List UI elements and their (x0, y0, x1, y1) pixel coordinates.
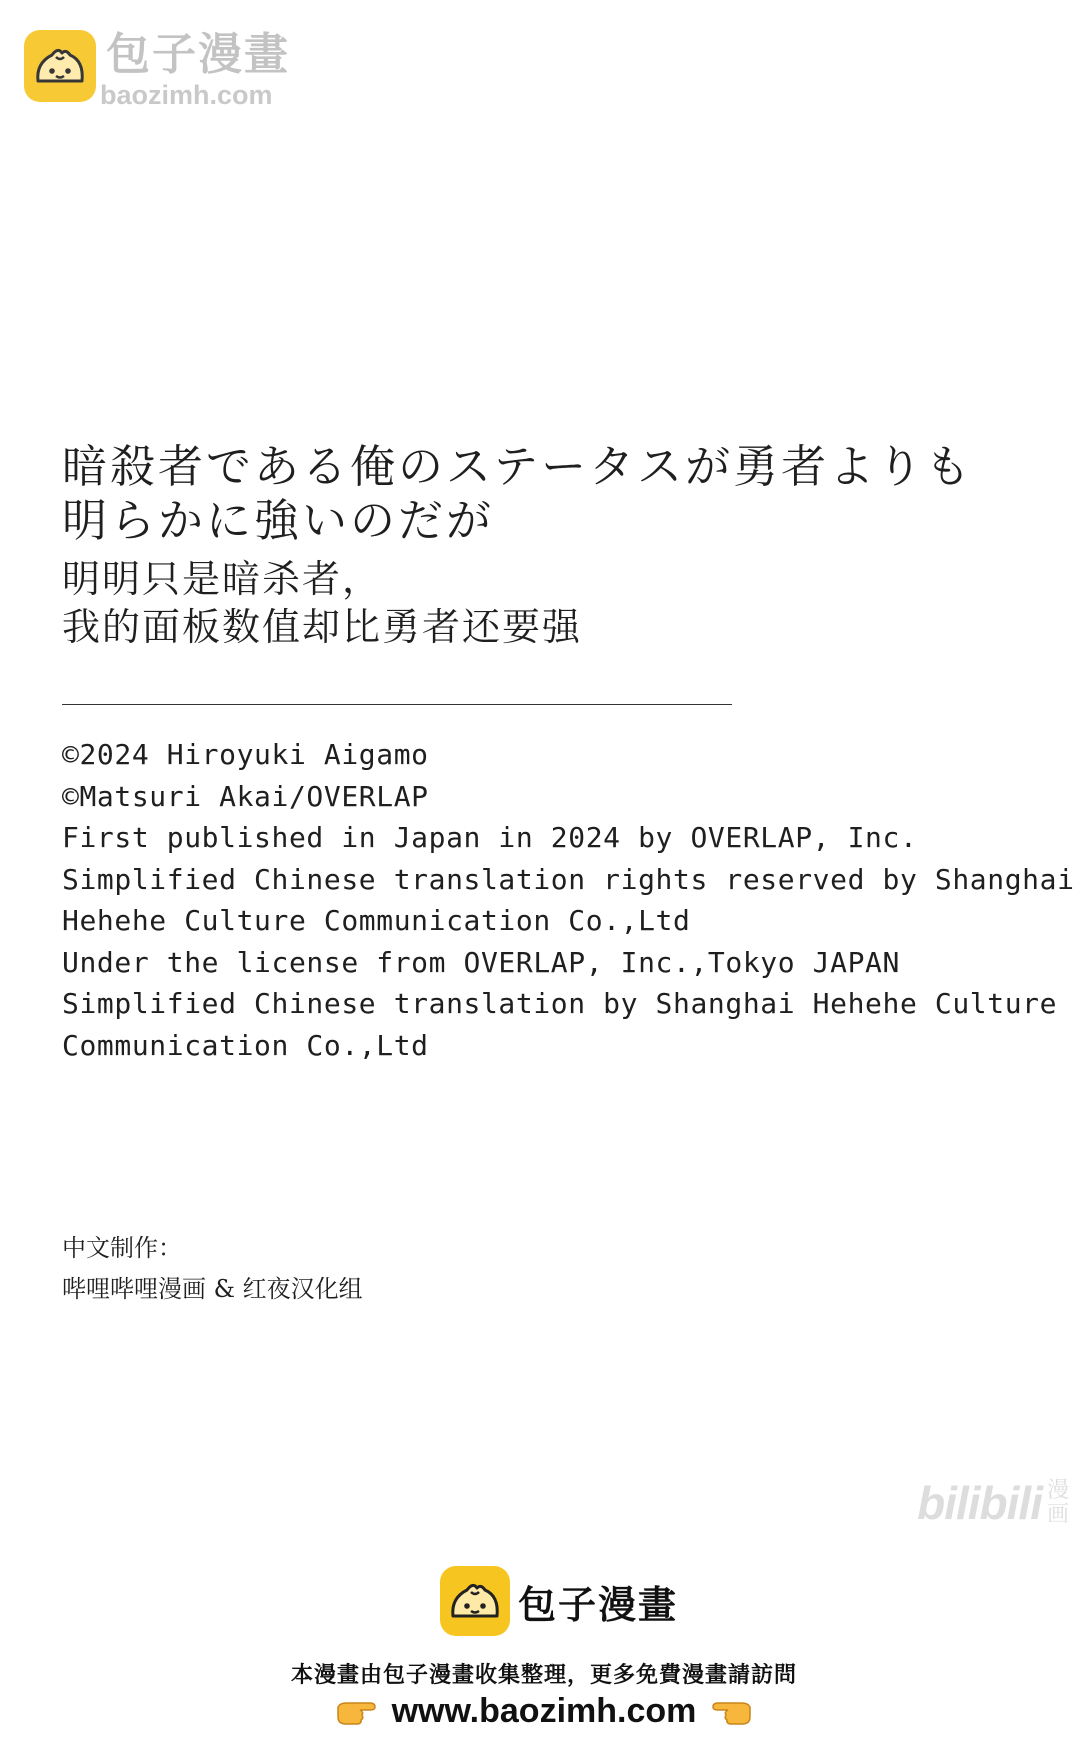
chinese-title-line: 明明只是暗杀者， (62, 557, 383, 601)
copyright-line: Under the license from OVERLAP, Inc.,Tokyo JAPAN (62, 945, 900, 979)
banner-url-link[interactable]: www.baozimh.com (391, 1692, 697, 1730)
japanese-title (62, 440, 1052, 548)
credits-label: 中文制作： (62, 1234, 182, 1262)
banner-url-row (0, 1692, 1088, 1731)
banner-logo-row (440, 1566, 678, 1636)
bilibili-logo-text: bilibili (917, 1477, 1042, 1529)
copyright-line: First published in Japan in 2024 by OVERLAP, Inc. (62, 821, 918, 854)
japanese-title-line: 明らかに強いのだが (62, 494, 495, 547)
pointing-hand-left-icon (710, 1697, 754, 1727)
credits-value: 哔哩哔哩漫画 & 红夜汉化组 (62, 1275, 363, 1303)
copyright-line: Communication Co.,Ltd (62, 1028, 429, 1062)
chinese-title-line: 我的面板数值却比勇者还要强 (62, 605, 583, 649)
credits-block (62, 1228, 363, 1310)
bilibili-logo-tag: 漫画 (1046, 1478, 1069, 1527)
pointing-hand-right-icon (334, 1697, 378, 1727)
watermark-name: 包子漫畫 (106, 29, 290, 80)
japanese-title-line: 暗殺者である俺のステータスが勇者よりも (62, 440, 974, 493)
copyright-block (62, 734, 1075, 1066)
copyright-line: Simplified Chinese translation by Shanghai Hehehe Culture (62, 987, 1058, 1020)
copyright-line: Hehehe Culture Communication Co.,Ltd (62, 904, 691, 937)
copyright-line: Simplified Chinese translation rights reserved by Shanghai (62, 862, 1075, 896)
banner-note: 本漫畫由包子漫畫收集整理，更多免費漫畫請訪問 (290, 1663, 797, 1688)
chinese-title (62, 555, 1052, 651)
watermark-url: baozimh.com (100, 80, 273, 110)
baozi-logo-icon (24, 30, 96, 102)
baozimh-banner (0, 1566, 1088, 1736)
banner-name: 包子漫畫 (518, 1582, 679, 1627)
divider-line (62, 704, 732, 705)
baozi-logo-icon (440, 1566, 510, 1636)
bilibili-watermark (917, 1476, 1070, 1530)
baozimh-watermark (24, 30, 290, 110)
copyright-line: ©2024 Hiroyuki Aigamo (62, 738, 429, 771)
copyright-line: ©Matsuri Akai/OVERLAP (62, 779, 429, 813)
